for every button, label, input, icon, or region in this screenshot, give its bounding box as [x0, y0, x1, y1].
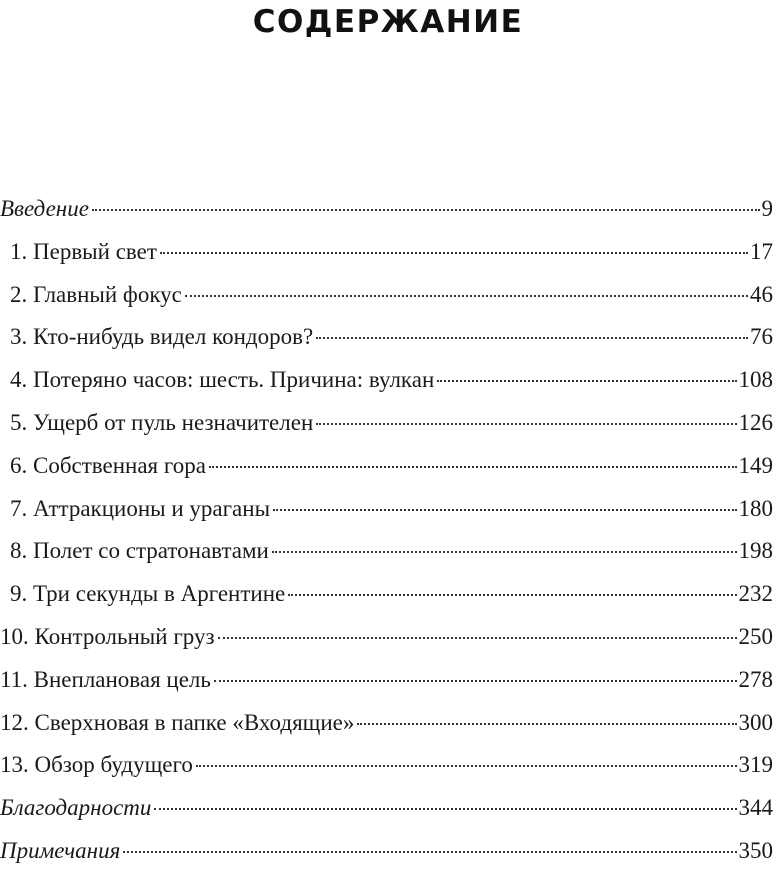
- dot-leader: [214, 680, 737, 682]
- toc-entry-label: 6. Собственная гора: [10, 452, 206, 478]
- toc-entry-chapter-9[interactable]: [0, 579, 773, 622]
- toc-entry-label: 11. Внеплановая цель: [0, 666, 211, 692]
- dot-leader: [273, 509, 736, 511]
- toc-entry-label: 3. Кто-нибудь видел кондоров?: [10, 324, 314, 350]
- toc-entry-page: 76: [750, 324, 773, 350]
- toc-entry-page: 278: [738, 666, 773, 692]
- dot-leader: [437, 380, 736, 382]
- toc-entry-label: Благодарности: [0, 795, 152, 821]
- toc-entry-chapter-5[interactable]: [0, 408, 773, 451]
- dot-leader: [209, 466, 737, 468]
- toc-entry-chapter-7[interactable]: [0, 494, 773, 537]
- dot-leader: [154, 808, 736, 810]
- toc-entry-page: 344: [738, 795, 773, 821]
- toc-entry-page: 319: [738, 752, 773, 778]
- toc-entry-page: 108: [738, 367, 773, 393]
- page-title: СОДЕРЖАНИЕ: [252, 4, 524, 40]
- dot-leader: [272, 551, 737, 553]
- dot-leader: [196, 765, 737, 767]
- toc-entry-page: 126: [738, 409, 773, 435]
- toc-entry-chapter-2[interactable]: [0, 280, 773, 323]
- toc-entry-page: 198: [738, 538, 773, 564]
- toc-entry-page: 232: [738, 581, 773, 607]
- toc-entry-label: 7. Аттракционы и ураганы: [10, 495, 271, 521]
- dot-leader: [316, 337, 748, 339]
- dot-leader: [92, 209, 760, 211]
- toc-entry-label: 9. Три секунды в Аргентине: [10, 581, 286, 607]
- toc-entry-chapter-13[interactable]: [0, 750, 773, 793]
- toc-entry-page: 350: [738, 837, 773, 863]
- toc-entry-chapter-12[interactable]: [0, 708, 773, 751]
- dot-leader: [218, 637, 737, 639]
- toc-entry-label: 5. Ущерб от пуль незначителен: [10, 409, 314, 435]
- toc-entry-chapter-10[interactable]: [0, 622, 773, 665]
- toc-entry-label: 12. Сверхновая в папке «Входящие»: [0, 709, 355, 735]
- toc-entry-label: 13. Обзор будущего: [0, 752, 193, 778]
- dot-leader: [316, 423, 736, 425]
- toc-entry-label: 10. Контрольный груз: [0, 623, 215, 649]
- toc-entry-page: 17: [750, 238, 773, 264]
- toc-entry-chapter-6[interactable]: [0, 451, 773, 494]
- table-of-contents: [0, 194, 773, 879]
- toc-entry-label: Введение: [0, 196, 89, 221]
- toc-entry-label: Примечания: [0, 837, 121, 863]
- toc-entry-page: 9: [761, 196, 773, 221]
- dot-leader: [123, 851, 736, 853]
- dot-leader: [185, 295, 748, 297]
- toc-entry-label: 2. Главный фокус: [10, 281, 182, 307]
- toc-entry-chapter-8[interactable]: [0, 536, 773, 579]
- toc-entry-page: 300: [738, 709, 773, 735]
- toc-entry-chapter-1[interactable]: [0, 237, 773, 280]
- dot-leader: [288, 594, 736, 596]
- toc-entry-notes[interactable]: [0, 836, 773, 879]
- toc-entry-page: 46: [750, 281, 773, 307]
- dot-leader: [160, 252, 748, 254]
- toc-entry-label: 1. Первый свет: [10, 238, 157, 264]
- toc-entry-chapter-3[interactable]: [0, 322, 773, 365]
- toc-entry-acknowledgements[interactable]: [0, 793, 773, 836]
- toc-entry-page: 149: [738, 452, 773, 478]
- toc-entry-chapter-11[interactable]: [0, 665, 773, 708]
- toc-entry-label: 8. Полет со стратонавтами: [10, 538, 269, 564]
- toc-entry-introduction[interactable]: [0, 194, 773, 237]
- toc-entry-label: 4. Потеряно часов: шесть. Причина: вулкан: [10, 367, 435, 393]
- toc-entry-chapter-4[interactable]: [0, 365, 773, 408]
- toc-entry-page: 250: [738, 623, 773, 649]
- toc-entry-page: 180: [738, 495, 773, 521]
- dot-leader: [357, 723, 736, 725]
